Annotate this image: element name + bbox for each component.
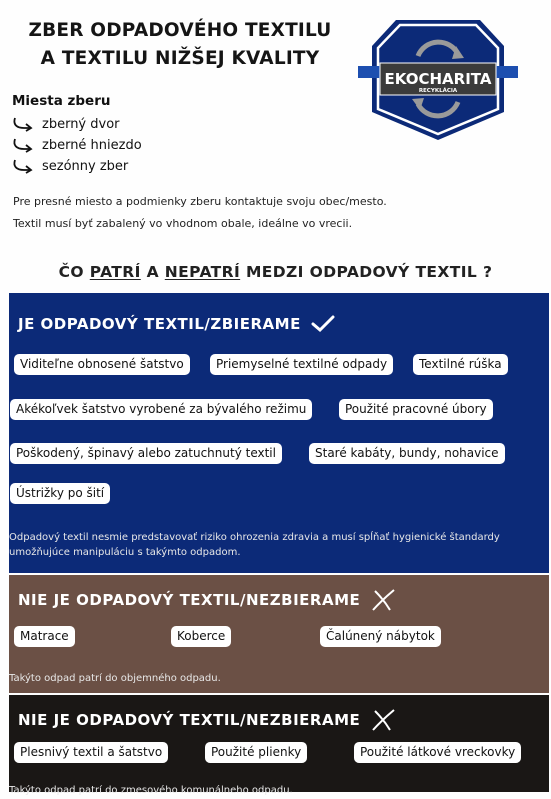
rejected-tag: Plesnivý textil a šatstvo	[14, 742, 168, 763]
page-title-line1: ZBER ODPADOVÉHO TEXTILU	[28, 20, 332, 41]
contact-note: Pre presné miesto a podmienky zberu kontaktuje svoju obec/mesto.	[13, 195, 387, 208]
section-accepted-heading: JE ODPADOVÝ TEXTIL/ZBIERAME	[18, 315, 335, 333]
checkmark-icon	[311, 315, 335, 333]
cross-icon	[370, 588, 396, 612]
packaging-note: Textil musí byť zabalený vo vhodnom obale, ideálne vo vrecii.	[13, 217, 353, 230]
rejected-tag: Použité látkové vreckovky	[354, 742, 521, 763]
accepted-tag: Textilné rúška	[413, 354, 508, 375]
page-title-line2: A TEXTILU NIŽŠEJ KVALITY	[40, 48, 320, 69]
accepted-tag: Priemyselné textilné odpady	[210, 354, 393, 375]
collection-point-label: sezónny zber	[42, 158, 129, 174]
logo-subtitle: RECYKLÁCIA	[418, 88, 458, 94]
logo-name: EKOCHARITA	[384, 70, 492, 88]
rejected-tag: Čalúnený nábytok	[320, 626, 441, 647]
accepted-note-line2: umožňujúce manipuláciu s takýmto odpadom.	[9, 547, 241, 558]
rejected-tag: Matrace	[14, 626, 75, 647]
section-rejected-mixed	[9, 695, 549, 796]
accepted-tag: Poškodený, špinavý alebo zatuchnutý textil	[10, 443, 282, 464]
section-rejected-heading: NIE JE ODPADOVÝ TEXTIL/NEZBIERAME	[18, 588, 396, 612]
collection-point-label: zberný dvor	[42, 116, 120, 132]
section-rejected-heading: NIE JE ODPADOVÝ TEXTIL/NEZBIERAME	[18, 708, 396, 732]
list-item	[12, 158, 128, 174]
rejected-tag: Použité plienky	[205, 742, 307, 763]
accepted-tag: Akékoľvek šatstvo vyrobené za bývalého režimu	[10, 399, 312, 420]
rejected-mixed-note: Takýto odpad patrí do zmesového komunálneho odpadu.	[9, 785, 293, 796]
list-item	[12, 116, 120, 132]
accepted-tag: Použité pracovné úbory	[339, 399, 493, 420]
section-accepted	[9, 293, 549, 573]
curved-arrow-icon	[12, 137, 34, 153]
accepted-tag: Viditeľne obnosené šatstvo	[14, 354, 190, 375]
accepted-tag: Staré kabáty, bundy, nohavice	[309, 443, 505, 464]
curved-arrow-icon	[12, 158, 34, 174]
collection-point-label: zberné hniezdo	[42, 137, 142, 153]
accepted-note-line1: Odpadový textil nesmie predstavovať riziko ohrozenia zdravia a musí spĺňať hygienické štandardy	[9, 532, 500, 543]
list-item	[12, 137, 142, 153]
rejected-tag: Koberce	[171, 626, 231, 647]
rejected-bulky-note: Takýto odpad patrí do objemného odpadu.	[9, 673, 221, 684]
curved-arrow-icon	[12, 116, 34, 132]
ekocharita-logo	[358, 16, 518, 144]
section-rejected-bulky	[9, 575, 549, 693]
cross-icon	[370, 708, 396, 732]
miesta-zberu-heading: Miesta zberu	[12, 93, 111, 109]
accepted-tag: Ústrižky po šití	[10, 483, 110, 504]
question-heading: ČO PATRÍ A NEPATRÍ MEDZI ODPADOVÝ TEXTIL ?	[58, 263, 493, 281]
